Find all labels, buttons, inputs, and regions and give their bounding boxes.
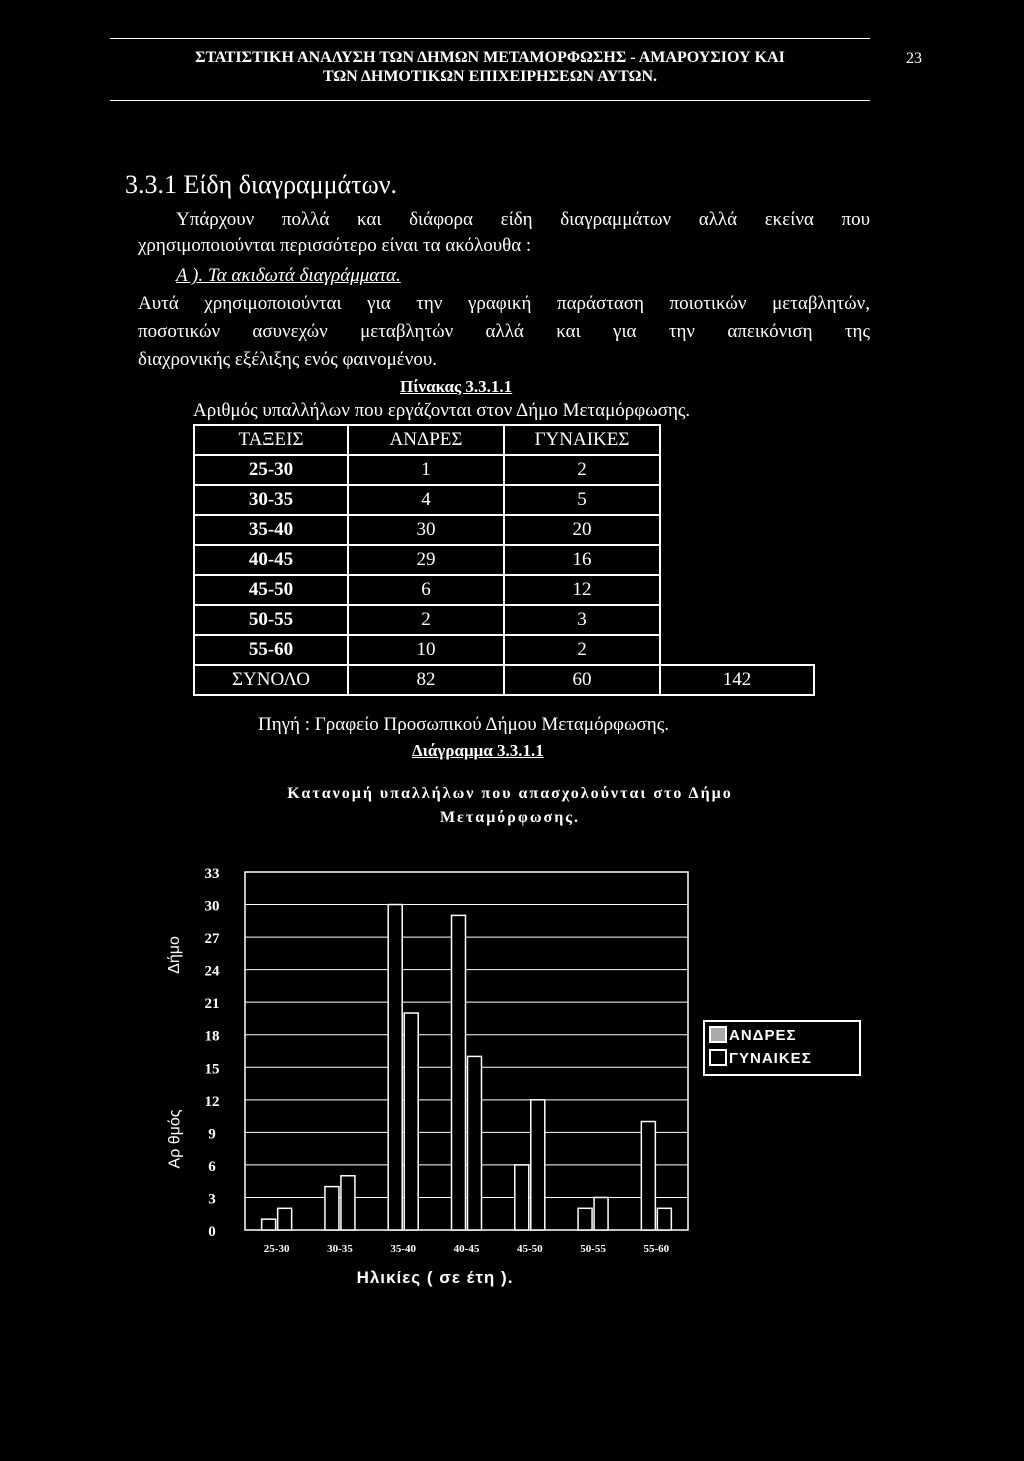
chart-legend bbox=[703, 1020, 861, 1076]
legend-item-men bbox=[709, 1025, 796, 1047]
bar-women bbox=[657, 1208, 671, 1230]
age-cell: 35-40 bbox=[194, 515, 348, 545]
desc-line-1: Αυτά χρησιμοποιούνται για την γραφική παράσταση ποιοτικών μεταβλητών, bbox=[138, 293, 870, 314]
y-axis-label-bottom: Αρ θμός bbox=[166, 1109, 184, 1169]
age-cell: 55-60 bbox=[194, 635, 348, 665]
men-cell: 10 bbox=[348, 635, 504, 665]
total-men: 82 bbox=[348, 665, 504, 695]
y-axis-label-top: Δήμο bbox=[165, 936, 183, 974]
age-cell: 40-45 bbox=[194, 545, 348, 575]
x-tick-label: 30-35 bbox=[327, 1243, 353, 1255]
total-label: ΣΥΝΟΛΟ bbox=[194, 665, 348, 695]
table-source: Πηγή : Γραφείο Προσωπικού Δήμου Μεταμόρφωσης. bbox=[258, 714, 669, 735]
women-cell: 2 bbox=[504, 635, 660, 665]
desc-line-2: ποσοτικών ασυνεχών μεταβλητών αλλά και για την απεικόνιση της bbox=[138, 321, 870, 342]
chart-title-line1: Κατανομή υπαλλήλων που απασχολούνται στο Δήμο bbox=[287, 785, 733, 802]
y-tick-label: 27 bbox=[204, 931, 220, 948]
header-cell: ΑΝΔΡΕΣ bbox=[348, 425, 504, 455]
men-cell: 2 bbox=[348, 605, 504, 635]
age-cell: 30-35 bbox=[194, 485, 348, 515]
running-header-line2: ΤΩΝ ΔΗΜΟΤΙΚΩΝ ΕΠΙΧΕΙΡΗΣΕΩΝ ΑΥΤΩΝ. bbox=[322, 68, 658, 85]
subheading: Α ). Τα ακιδωτά διαγράμματα. bbox=[176, 265, 401, 286]
bar-women bbox=[404, 1013, 418, 1230]
women-cell: 3 bbox=[504, 605, 660, 635]
intro-line-1: Υπάρχουν πολλά και διάφορα είδη διαγραμμάτων αλλά εκείνα που bbox=[176, 209, 870, 230]
legend-label-women: ΓΥΝΑΙΚΕΣ bbox=[729, 1050, 812, 1067]
x-tick-label: 35-40 bbox=[390, 1243, 417, 1255]
total-women: 60 bbox=[504, 665, 660, 695]
x-tick-label: 50-55 bbox=[580, 1243, 606, 1255]
legend-label-men: ΑΝΔΡΕΣ bbox=[729, 1027, 797, 1044]
running-header-line1: ΣΤΑΤΙΣΤΙΚΗ ΑΝΑΛΥΣΗ ΤΩΝ ΔΗΜΩΝ ΜΕΤΑΜΟΡΦΩΣΗΣ - ΑΜΑΡΟΥΣΙΟΥ ΚΑΙ bbox=[195, 49, 785, 66]
men-cell: 1 bbox=[348, 455, 504, 485]
y-tick-label: 6 bbox=[208, 1158, 216, 1175]
figure-label: Διάγραμμα 3.3.1.1 bbox=[412, 741, 544, 760]
y-tick-label: 24 bbox=[204, 963, 220, 980]
x-tick-label: 45-50 bbox=[516, 1243, 543, 1255]
y-tick-label: 30 bbox=[204, 898, 220, 915]
header-cell: ΓΥΝΑΙΚΕΣ bbox=[504, 425, 660, 455]
bar-women bbox=[278, 1208, 292, 1230]
men-cell: 4 bbox=[348, 485, 504, 515]
x-tick-label: 40-45 bbox=[453, 1243, 480, 1255]
bar-men bbox=[325, 1187, 339, 1230]
chart-title-line2: Μεταμόρφωσης. bbox=[439, 809, 581, 826]
age-cell: 25-30 bbox=[194, 455, 348, 485]
grand-total: 142 bbox=[660, 665, 814, 695]
legend-item-women bbox=[709, 1048, 812, 1070]
header-cell: ΤΑΞΕΙΣ bbox=[194, 425, 348, 455]
bar-men bbox=[388, 905, 402, 1230]
bar-men bbox=[641, 1122, 655, 1230]
y-tick-label: 15 bbox=[204, 1061, 220, 1078]
women-cell: 2 bbox=[504, 455, 660, 485]
bar-men bbox=[452, 915, 466, 1230]
bar-women bbox=[594, 1197, 608, 1230]
x-axis-label: Ηλικίες ( σε έτη ). bbox=[356, 1268, 514, 1287]
men-cell: 6 bbox=[348, 575, 504, 605]
y-tick-label: 0 bbox=[208, 1224, 216, 1240]
y-tick-label: 18 bbox=[204, 1028, 220, 1045]
men-cell: 29 bbox=[348, 545, 504, 575]
table-label: Πίνακας 3.3.1.1 bbox=[400, 377, 513, 396]
legend-swatch-women bbox=[709, 1049, 727, 1066]
y-tick-label: 9 bbox=[208, 1126, 216, 1143]
bar-women bbox=[531, 1100, 545, 1230]
bar-men bbox=[515, 1165, 529, 1230]
bar-women bbox=[341, 1176, 355, 1230]
age-cell: 45-50 bbox=[194, 575, 348, 605]
legend-swatch-men bbox=[709, 1026, 727, 1043]
page-number: 23 bbox=[906, 50, 922, 67]
x-tick-label: 55-60 bbox=[643, 1243, 670, 1255]
y-tick-label: 12 bbox=[204, 1093, 220, 1110]
women-cell: 5 bbox=[504, 485, 660, 515]
women-cell: 20 bbox=[504, 515, 660, 545]
bar-men bbox=[578, 1208, 592, 1230]
bar-men bbox=[262, 1219, 276, 1230]
x-tick-label: 25-30 bbox=[263, 1243, 290, 1255]
desc-line-3: διαχρονικής εξέλιξης ενός φαινομένου. bbox=[138, 349, 437, 370]
men-cell: 30 bbox=[348, 515, 504, 545]
section-title: 3.3.1 Είδη διαγραμμάτων. bbox=[125, 170, 397, 199]
women-cell: 16 bbox=[504, 545, 660, 575]
age-cell: 50-55 bbox=[194, 605, 348, 635]
women-cell: 12 bbox=[504, 575, 660, 605]
plot-frame bbox=[245, 872, 688, 1230]
y-tick-label: 21 bbox=[204, 996, 220, 1013]
intro-line-2: χρησιμοποιούνται περισσότερο είναι τα ακόλουθα : bbox=[138, 235, 532, 256]
y-tick-label: 33 bbox=[204, 866, 220, 882]
y-tick-label: 3 bbox=[208, 1191, 216, 1208]
table-caption: Αριθμός υπαλλήλων που εργάζονται στον Δήμο Μεταμόρφωσης. bbox=[193, 400, 691, 421]
bar-women bbox=[468, 1056, 482, 1230]
